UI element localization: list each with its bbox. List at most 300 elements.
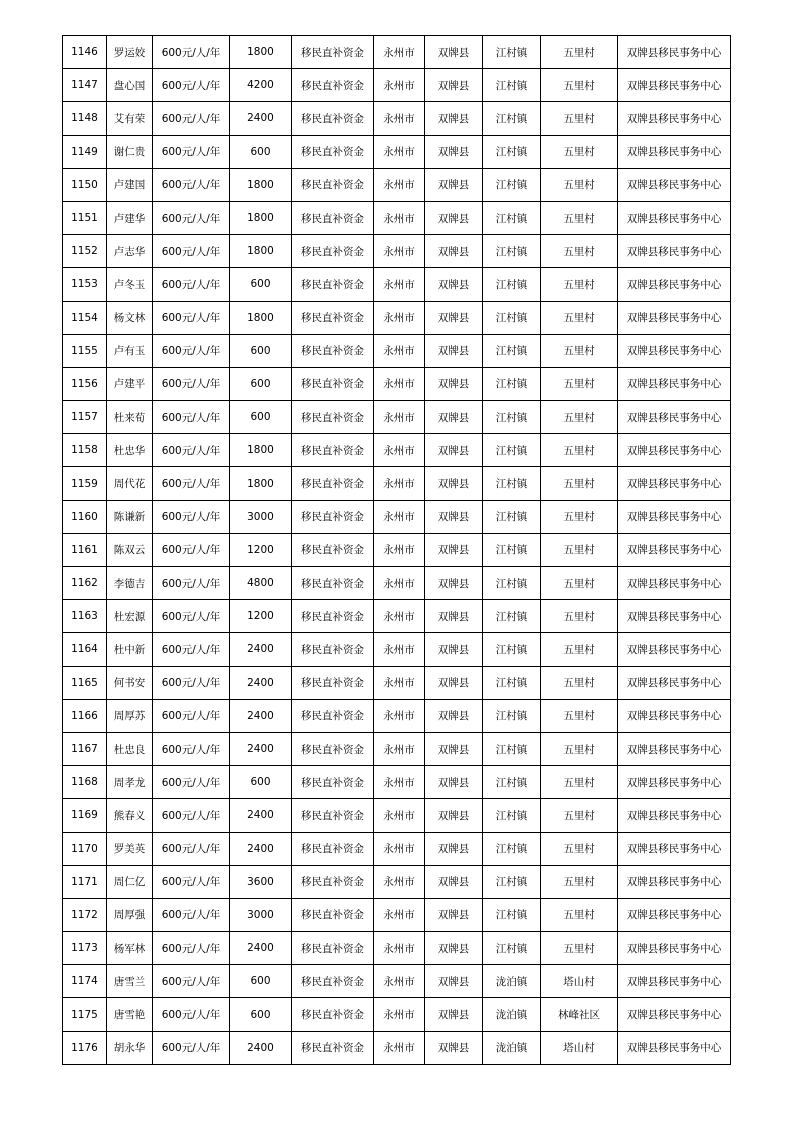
issuing-agency-cell: 双牌县移民事务中心 bbox=[618, 998, 731, 1031]
row-number-cell: 1149 bbox=[63, 135, 107, 168]
table-row bbox=[63, 865, 731, 898]
county-cell: 双牌县 bbox=[425, 235, 483, 268]
issuing-agency-cell: 双牌县移民事务中心 bbox=[618, 135, 731, 168]
issuing-agency-cell: 双牌县移民事务中心 bbox=[618, 898, 731, 931]
issuing-agency-cell: 双牌县移民事务中心 bbox=[618, 633, 731, 666]
table-row bbox=[63, 998, 731, 1031]
fund-type-cell: 移民直补资金 bbox=[292, 500, 374, 533]
fund-type-cell: 移民直补资金 bbox=[292, 732, 374, 765]
county-cell: 双牌县 bbox=[425, 965, 483, 998]
row-number-cell: 1170 bbox=[63, 832, 107, 865]
city-cell: 永州市 bbox=[374, 533, 425, 566]
town-cell: 江村镇 bbox=[483, 434, 541, 467]
county-cell: 双牌县 bbox=[425, 533, 483, 566]
issuing-agency-cell: 双牌县移民事务中心 bbox=[618, 69, 731, 102]
subsidy-standard-cell: 600元/人/年 bbox=[153, 168, 230, 201]
amount-cell: 4200 bbox=[230, 69, 292, 102]
amount-cell: 2400 bbox=[230, 832, 292, 865]
subsidy-standard-cell: 600元/人/年 bbox=[153, 766, 230, 799]
issuing-agency-cell: 双牌县移民事务中心 bbox=[618, 168, 731, 201]
town-cell: 江村镇 bbox=[483, 135, 541, 168]
city-cell: 永州市 bbox=[374, 201, 425, 234]
subsidy-standard-cell: 600元/人/年 bbox=[153, 434, 230, 467]
amount-cell: 4800 bbox=[230, 567, 292, 600]
amount-cell: 600 bbox=[230, 766, 292, 799]
row-number-cell: 1166 bbox=[63, 699, 107, 732]
town-cell: 泷泊镇 bbox=[483, 998, 541, 1031]
table-row bbox=[63, 732, 731, 765]
table-row bbox=[63, 633, 731, 666]
amount-cell: 1800 bbox=[230, 434, 292, 467]
town-cell: 江村镇 bbox=[483, 732, 541, 765]
amount-cell: 600 bbox=[230, 135, 292, 168]
county-cell: 双牌县 bbox=[425, 69, 483, 102]
county-cell: 双牌县 bbox=[425, 102, 483, 135]
amount-cell: 600 bbox=[230, 965, 292, 998]
row-number-cell: 1156 bbox=[63, 367, 107, 400]
city-cell: 永州市 bbox=[374, 998, 425, 1031]
table-row bbox=[63, 69, 731, 102]
recipient-name-cell: 卢志华 bbox=[107, 235, 153, 268]
village-cell: 五里村 bbox=[541, 401, 618, 434]
amount-cell: 600 bbox=[230, 268, 292, 301]
table-row bbox=[63, 832, 731, 865]
recipient-name-cell: 周仁亿 bbox=[107, 865, 153, 898]
fund-type-cell: 移民直补资金 bbox=[292, 567, 374, 600]
amount-cell: 1200 bbox=[230, 533, 292, 566]
village-cell: 五里村 bbox=[541, 102, 618, 135]
subsidy-standard-cell: 600元/人/年 bbox=[153, 932, 230, 965]
subsidy-standard-cell: 600元/人/年 bbox=[153, 301, 230, 334]
town-cell: 江村镇 bbox=[483, 500, 541, 533]
amount-cell: 600 bbox=[230, 367, 292, 400]
subsidy-standard-cell: 600元/人/年 bbox=[153, 201, 230, 234]
row-number-cell: 1161 bbox=[63, 533, 107, 566]
document-page bbox=[62, 35, 730, 1065]
subsidy-standard-cell: 600元/人/年 bbox=[153, 898, 230, 931]
issuing-agency-cell: 双牌县移民事务中心 bbox=[618, 799, 731, 832]
table-row bbox=[63, 334, 731, 367]
subsidy-standard-cell: 600元/人/年 bbox=[153, 865, 230, 898]
issuing-agency-cell: 双牌县移民事务中心 bbox=[618, 268, 731, 301]
subsidy-standard-cell: 600元/人/年 bbox=[153, 401, 230, 434]
row-number-cell: 1169 bbox=[63, 799, 107, 832]
town-cell: 江村镇 bbox=[483, 168, 541, 201]
table-row bbox=[63, 666, 731, 699]
fund-type-cell: 移民直补资金 bbox=[292, 533, 374, 566]
row-number-cell: 1152 bbox=[63, 235, 107, 268]
row-number-cell: 1158 bbox=[63, 434, 107, 467]
fund-type-cell: 移民直补资金 bbox=[292, 69, 374, 102]
fund-type-cell: 移民直补资金 bbox=[292, 36, 374, 69]
issuing-agency-cell: 双牌县移民事务中心 bbox=[618, 235, 731, 268]
recipient-name-cell: 卢有玉 bbox=[107, 334, 153, 367]
village-cell: 五里村 bbox=[541, 898, 618, 931]
fund-type-cell: 移民直补资金 bbox=[292, 235, 374, 268]
town-cell: 江村镇 bbox=[483, 367, 541, 400]
town-cell: 江村镇 bbox=[483, 235, 541, 268]
subsidy-table bbox=[62, 35, 731, 1065]
row-number-cell: 1163 bbox=[63, 600, 107, 633]
fund-type-cell: 移民直补资金 bbox=[292, 766, 374, 799]
county-cell: 双牌县 bbox=[425, 567, 483, 600]
fund-type-cell: 移民直补资金 bbox=[292, 832, 374, 865]
amount-cell: 1800 bbox=[230, 36, 292, 69]
city-cell: 永州市 bbox=[374, 367, 425, 400]
village-cell: 五里村 bbox=[541, 168, 618, 201]
issuing-agency-cell: 双牌县移民事务中心 bbox=[618, 832, 731, 865]
subsidy-standard-cell: 600元/人/年 bbox=[153, 69, 230, 102]
recipient-name-cell: 陈谦新 bbox=[107, 500, 153, 533]
city-cell: 永州市 bbox=[374, 567, 425, 600]
village-cell: 五里村 bbox=[541, 533, 618, 566]
town-cell: 江村镇 bbox=[483, 201, 541, 234]
recipient-name-cell: 杜忠良 bbox=[107, 732, 153, 765]
county-cell: 双牌县 bbox=[425, 36, 483, 69]
county-cell: 双牌县 bbox=[425, 932, 483, 965]
city-cell: 永州市 bbox=[374, 135, 425, 168]
town-cell: 江村镇 bbox=[483, 567, 541, 600]
recipient-name-cell: 杜忠华 bbox=[107, 434, 153, 467]
city-cell: 永州市 bbox=[374, 898, 425, 931]
city-cell: 永州市 bbox=[374, 732, 425, 765]
village-cell: 五里村 bbox=[541, 567, 618, 600]
fund-type-cell: 移民直补资金 bbox=[292, 699, 374, 732]
fund-type-cell: 移民直补资金 bbox=[292, 102, 374, 135]
amount-cell: 2400 bbox=[230, 732, 292, 765]
fund-type-cell: 移民直补资金 bbox=[292, 666, 374, 699]
issuing-agency-cell: 双牌县移民事务中心 bbox=[618, 434, 731, 467]
village-cell: 五里村 bbox=[541, 932, 618, 965]
fund-type-cell: 移民直补资金 bbox=[292, 268, 374, 301]
town-cell: 江村镇 bbox=[483, 533, 541, 566]
city-cell: 永州市 bbox=[374, 600, 425, 633]
recipient-name-cell: 卢建华 bbox=[107, 201, 153, 234]
table-row bbox=[63, 135, 731, 168]
recipient-name-cell: 陈双云 bbox=[107, 533, 153, 566]
amount-cell: 1200 bbox=[230, 600, 292, 633]
fund-type-cell: 移民直补资金 bbox=[292, 401, 374, 434]
amount-cell: 1800 bbox=[230, 235, 292, 268]
village-cell: 五里村 bbox=[541, 69, 618, 102]
subsidy-standard-cell: 600元/人/年 bbox=[153, 334, 230, 367]
subsidy-standard-cell: 600元/人/年 bbox=[153, 36, 230, 69]
town-cell: 江村镇 bbox=[483, 401, 541, 434]
county-cell: 双牌县 bbox=[425, 600, 483, 633]
recipient-name-cell: 罗美英 bbox=[107, 832, 153, 865]
fund-type-cell: 移民直补资金 bbox=[292, 600, 374, 633]
village-cell: 五里村 bbox=[541, 268, 618, 301]
table-row bbox=[63, 168, 731, 201]
recipient-name-cell: 熊春义 bbox=[107, 799, 153, 832]
village-cell: 五里村 bbox=[541, 135, 618, 168]
subsidy-standard-cell: 600元/人/年 bbox=[153, 102, 230, 135]
issuing-agency-cell: 双牌县移民事务中心 bbox=[618, 699, 731, 732]
county-cell: 双牌县 bbox=[425, 135, 483, 168]
county-cell: 双牌县 bbox=[425, 732, 483, 765]
amount-cell: 1800 bbox=[230, 301, 292, 334]
county-cell: 双牌县 bbox=[425, 766, 483, 799]
village-cell: 五里村 bbox=[541, 500, 618, 533]
village-cell: 五里村 bbox=[541, 36, 618, 69]
table-row bbox=[63, 600, 731, 633]
row-number-cell: 1150 bbox=[63, 168, 107, 201]
row-number-cell: 1175 bbox=[63, 998, 107, 1031]
fund-type-cell: 移民直补资金 bbox=[292, 201, 374, 234]
village-cell: 五里村 bbox=[541, 766, 618, 799]
issuing-agency-cell: 双牌县移民事务中心 bbox=[618, 367, 731, 400]
city-cell: 永州市 bbox=[374, 766, 425, 799]
fund-type-cell: 移民直补资金 bbox=[292, 998, 374, 1031]
city-cell: 永州市 bbox=[374, 865, 425, 898]
subsidy-standard-cell: 600元/人/年 bbox=[153, 235, 230, 268]
village-cell: 五里村 bbox=[541, 235, 618, 268]
issuing-agency-cell: 双牌县移民事务中心 bbox=[618, 301, 731, 334]
city-cell: 永州市 bbox=[374, 401, 425, 434]
row-number-cell: 1168 bbox=[63, 766, 107, 799]
fund-type-cell: 移民直补资金 bbox=[292, 898, 374, 931]
subsidy-standard-cell: 600元/人/年 bbox=[153, 268, 230, 301]
recipient-name-cell: 杜宏源 bbox=[107, 600, 153, 633]
recipient-name-cell: 罗运姣 bbox=[107, 36, 153, 69]
city-cell: 永州市 bbox=[374, 1031, 425, 1064]
issuing-agency-cell: 双牌县移民事务中心 bbox=[618, 766, 731, 799]
subsidy-standard-cell: 600元/人/年 bbox=[153, 135, 230, 168]
city-cell: 永州市 bbox=[374, 500, 425, 533]
recipient-name-cell: 唐雪兰 bbox=[107, 965, 153, 998]
fund-type-cell: 移民直补资金 bbox=[292, 135, 374, 168]
city-cell: 永州市 bbox=[374, 932, 425, 965]
amount-cell: 1800 bbox=[230, 201, 292, 234]
recipient-name-cell: 周孝龙 bbox=[107, 766, 153, 799]
village-cell: 五里村 bbox=[541, 600, 618, 633]
table-row bbox=[63, 932, 731, 965]
amount-cell: 2400 bbox=[230, 799, 292, 832]
amount-cell: 600 bbox=[230, 334, 292, 367]
city-cell: 永州市 bbox=[374, 965, 425, 998]
recipient-name-cell: 艾有荣 bbox=[107, 102, 153, 135]
county-cell: 双牌县 bbox=[425, 201, 483, 234]
row-number-cell: 1164 bbox=[63, 633, 107, 666]
county-cell: 双牌县 bbox=[425, 168, 483, 201]
town-cell: 江村镇 bbox=[483, 600, 541, 633]
county-cell: 双牌县 bbox=[425, 633, 483, 666]
town-cell: 江村镇 bbox=[483, 467, 541, 500]
table-row bbox=[63, 367, 731, 400]
recipient-name-cell: 杨文林 bbox=[107, 301, 153, 334]
table-row bbox=[63, 766, 731, 799]
recipient-name-cell: 唐雪艳 bbox=[107, 998, 153, 1031]
subsidy-standard-cell: 600元/人/年 bbox=[153, 500, 230, 533]
city-cell: 永州市 bbox=[374, 69, 425, 102]
recipient-name-cell: 卢建平 bbox=[107, 367, 153, 400]
village-cell: 五里村 bbox=[541, 666, 618, 699]
subsidy-standard-cell: 600元/人/年 bbox=[153, 633, 230, 666]
subsidy-standard-cell: 600元/人/年 bbox=[153, 600, 230, 633]
row-number-cell: 1162 bbox=[63, 567, 107, 600]
fund-type-cell: 移民直补资金 bbox=[292, 301, 374, 334]
subsidy-standard-cell: 600元/人/年 bbox=[153, 467, 230, 500]
village-cell: 五里村 bbox=[541, 832, 618, 865]
issuing-agency-cell: 双牌县移民事务中心 bbox=[618, 1031, 731, 1064]
town-cell: 江村镇 bbox=[483, 334, 541, 367]
table-row bbox=[63, 500, 731, 533]
town-cell: 泷泊镇 bbox=[483, 965, 541, 998]
city-cell: 永州市 bbox=[374, 434, 425, 467]
issuing-agency-cell: 双牌县移民事务中心 bbox=[618, 567, 731, 600]
county-cell: 双牌县 bbox=[425, 334, 483, 367]
village-cell: 五里村 bbox=[541, 467, 618, 500]
city-cell: 永州市 bbox=[374, 235, 425, 268]
amount-cell: 3600 bbox=[230, 865, 292, 898]
county-cell: 双牌县 bbox=[425, 367, 483, 400]
issuing-agency-cell: 双牌县移民事务中心 bbox=[618, 666, 731, 699]
row-number-cell: 1147 bbox=[63, 69, 107, 102]
table-body bbox=[63, 36, 731, 1065]
subsidy-standard-cell: 600元/人/年 bbox=[153, 799, 230, 832]
issuing-agency-cell: 双牌县移民事务中心 bbox=[618, 36, 731, 69]
subsidy-standard-cell: 600元/人/年 bbox=[153, 965, 230, 998]
amount-cell: 3000 bbox=[230, 500, 292, 533]
village-cell: 塔山村 bbox=[541, 965, 618, 998]
row-number-cell: 1167 bbox=[63, 732, 107, 765]
subsidy-standard-cell: 600元/人/年 bbox=[153, 567, 230, 600]
recipient-name-cell: 周代花 bbox=[107, 467, 153, 500]
town-cell: 江村镇 bbox=[483, 766, 541, 799]
village-cell: 五里村 bbox=[541, 799, 618, 832]
row-number-cell: 1159 bbox=[63, 467, 107, 500]
row-number-cell: 1176 bbox=[63, 1031, 107, 1064]
city-cell: 永州市 bbox=[374, 301, 425, 334]
amount-cell: 2400 bbox=[230, 666, 292, 699]
town-cell: 江村镇 bbox=[483, 832, 541, 865]
fund-type-cell: 移民直补资金 bbox=[292, 467, 374, 500]
village-cell: 五里村 bbox=[541, 865, 618, 898]
town-cell: 江村镇 bbox=[483, 699, 541, 732]
issuing-agency-cell: 双牌县移民事务中心 bbox=[618, 102, 731, 135]
issuing-agency-cell: 双牌县移民事务中心 bbox=[618, 401, 731, 434]
recipient-name-cell: 周厚强 bbox=[107, 898, 153, 931]
county-cell: 双牌县 bbox=[425, 799, 483, 832]
town-cell: 江村镇 bbox=[483, 666, 541, 699]
recipient-name-cell: 杜来荀 bbox=[107, 401, 153, 434]
village-cell: 五里村 bbox=[541, 434, 618, 467]
recipient-name-cell: 盘心国 bbox=[107, 69, 153, 102]
row-number-cell: 1160 bbox=[63, 500, 107, 533]
row-number-cell: 1173 bbox=[63, 932, 107, 965]
county-cell: 双牌县 bbox=[425, 268, 483, 301]
row-number-cell: 1174 bbox=[63, 965, 107, 998]
table-row bbox=[63, 1031, 731, 1064]
fund-type-cell: 移民直补资金 bbox=[292, 367, 374, 400]
issuing-agency-cell: 双牌县移民事务中心 bbox=[618, 600, 731, 633]
town-cell: 江村镇 bbox=[483, 301, 541, 334]
city-cell: 永州市 bbox=[374, 799, 425, 832]
fund-type-cell: 移民直补资金 bbox=[292, 1031, 374, 1064]
table-row bbox=[63, 401, 731, 434]
row-number-cell: 1171 bbox=[63, 865, 107, 898]
table-row bbox=[63, 898, 731, 931]
subsidy-standard-cell: 600元/人/年 bbox=[153, 533, 230, 566]
subsidy-standard-cell: 600元/人/年 bbox=[153, 699, 230, 732]
city-cell: 永州市 bbox=[374, 633, 425, 666]
issuing-agency-cell: 双牌县移民事务中心 bbox=[618, 533, 731, 566]
table-row bbox=[63, 965, 731, 998]
recipient-name-cell: 卢建国 bbox=[107, 168, 153, 201]
city-cell: 永州市 bbox=[374, 268, 425, 301]
village-cell: 塔山村 bbox=[541, 1031, 618, 1064]
row-number-cell: 1172 bbox=[63, 898, 107, 931]
subsidy-standard-cell: 600元/人/年 bbox=[153, 732, 230, 765]
table-row bbox=[63, 799, 731, 832]
town-cell: 江村镇 bbox=[483, 799, 541, 832]
recipient-name-cell: 杨军林 bbox=[107, 932, 153, 965]
amount-cell: 3000 bbox=[230, 898, 292, 931]
table-row bbox=[63, 235, 731, 268]
subsidy-standard-cell: 600元/人/年 bbox=[153, 367, 230, 400]
issuing-agency-cell: 双牌县移民事务中心 bbox=[618, 932, 731, 965]
table-row bbox=[63, 434, 731, 467]
row-number-cell: 1151 bbox=[63, 201, 107, 234]
county-cell: 双牌县 bbox=[425, 401, 483, 434]
issuing-agency-cell: 双牌县移民事务中心 bbox=[618, 467, 731, 500]
town-cell: 江村镇 bbox=[483, 865, 541, 898]
county-cell: 双牌县 bbox=[425, 998, 483, 1031]
town-cell: 江村镇 bbox=[483, 633, 541, 666]
table-row bbox=[63, 699, 731, 732]
town-cell: 江村镇 bbox=[483, 69, 541, 102]
town-cell: 江村镇 bbox=[483, 268, 541, 301]
village-cell: 林峰社区 bbox=[541, 998, 618, 1031]
city-cell: 永州市 bbox=[374, 467, 425, 500]
amount-cell: 2400 bbox=[230, 1031, 292, 1064]
row-number-cell: 1165 bbox=[63, 666, 107, 699]
row-number-cell: 1148 bbox=[63, 102, 107, 135]
fund-type-cell: 移民直补资金 bbox=[292, 168, 374, 201]
city-cell: 永州市 bbox=[374, 36, 425, 69]
amount-cell: 2400 bbox=[230, 633, 292, 666]
amount-cell: 2400 bbox=[230, 699, 292, 732]
town-cell: 江村镇 bbox=[483, 102, 541, 135]
recipient-name-cell: 杜中新 bbox=[107, 633, 153, 666]
table-row bbox=[63, 567, 731, 600]
county-cell: 双牌县 bbox=[425, 898, 483, 931]
city-cell: 永州市 bbox=[374, 102, 425, 135]
table-row bbox=[63, 201, 731, 234]
county-cell: 双牌县 bbox=[425, 301, 483, 334]
town-cell: 江村镇 bbox=[483, 932, 541, 965]
issuing-agency-cell: 双牌县移民事务中心 bbox=[618, 965, 731, 998]
table-row bbox=[63, 102, 731, 135]
county-cell: 双牌县 bbox=[425, 467, 483, 500]
city-cell: 永州市 bbox=[374, 699, 425, 732]
table-row bbox=[63, 268, 731, 301]
row-number-cell: 1146 bbox=[63, 36, 107, 69]
row-number-cell: 1154 bbox=[63, 301, 107, 334]
table-row bbox=[63, 36, 731, 69]
issuing-agency-cell: 双牌县移民事务中心 bbox=[618, 334, 731, 367]
recipient-name-cell: 何书安 bbox=[107, 666, 153, 699]
amount-cell: 1800 bbox=[230, 168, 292, 201]
issuing-agency-cell: 双牌县移民事务中心 bbox=[618, 500, 731, 533]
recipient-name-cell: 李德吉 bbox=[107, 567, 153, 600]
county-cell: 双牌县 bbox=[425, 832, 483, 865]
county-cell: 双牌县 bbox=[425, 1031, 483, 1064]
row-number-cell: 1153 bbox=[63, 268, 107, 301]
town-cell: 江村镇 bbox=[483, 898, 541, 931]
village-cell: 五里村 bbox=[541, 334, 618, 367]
issuing-agency-cell: 双牌县移民事务中心 bbox=[618, 865, 731, 898]
